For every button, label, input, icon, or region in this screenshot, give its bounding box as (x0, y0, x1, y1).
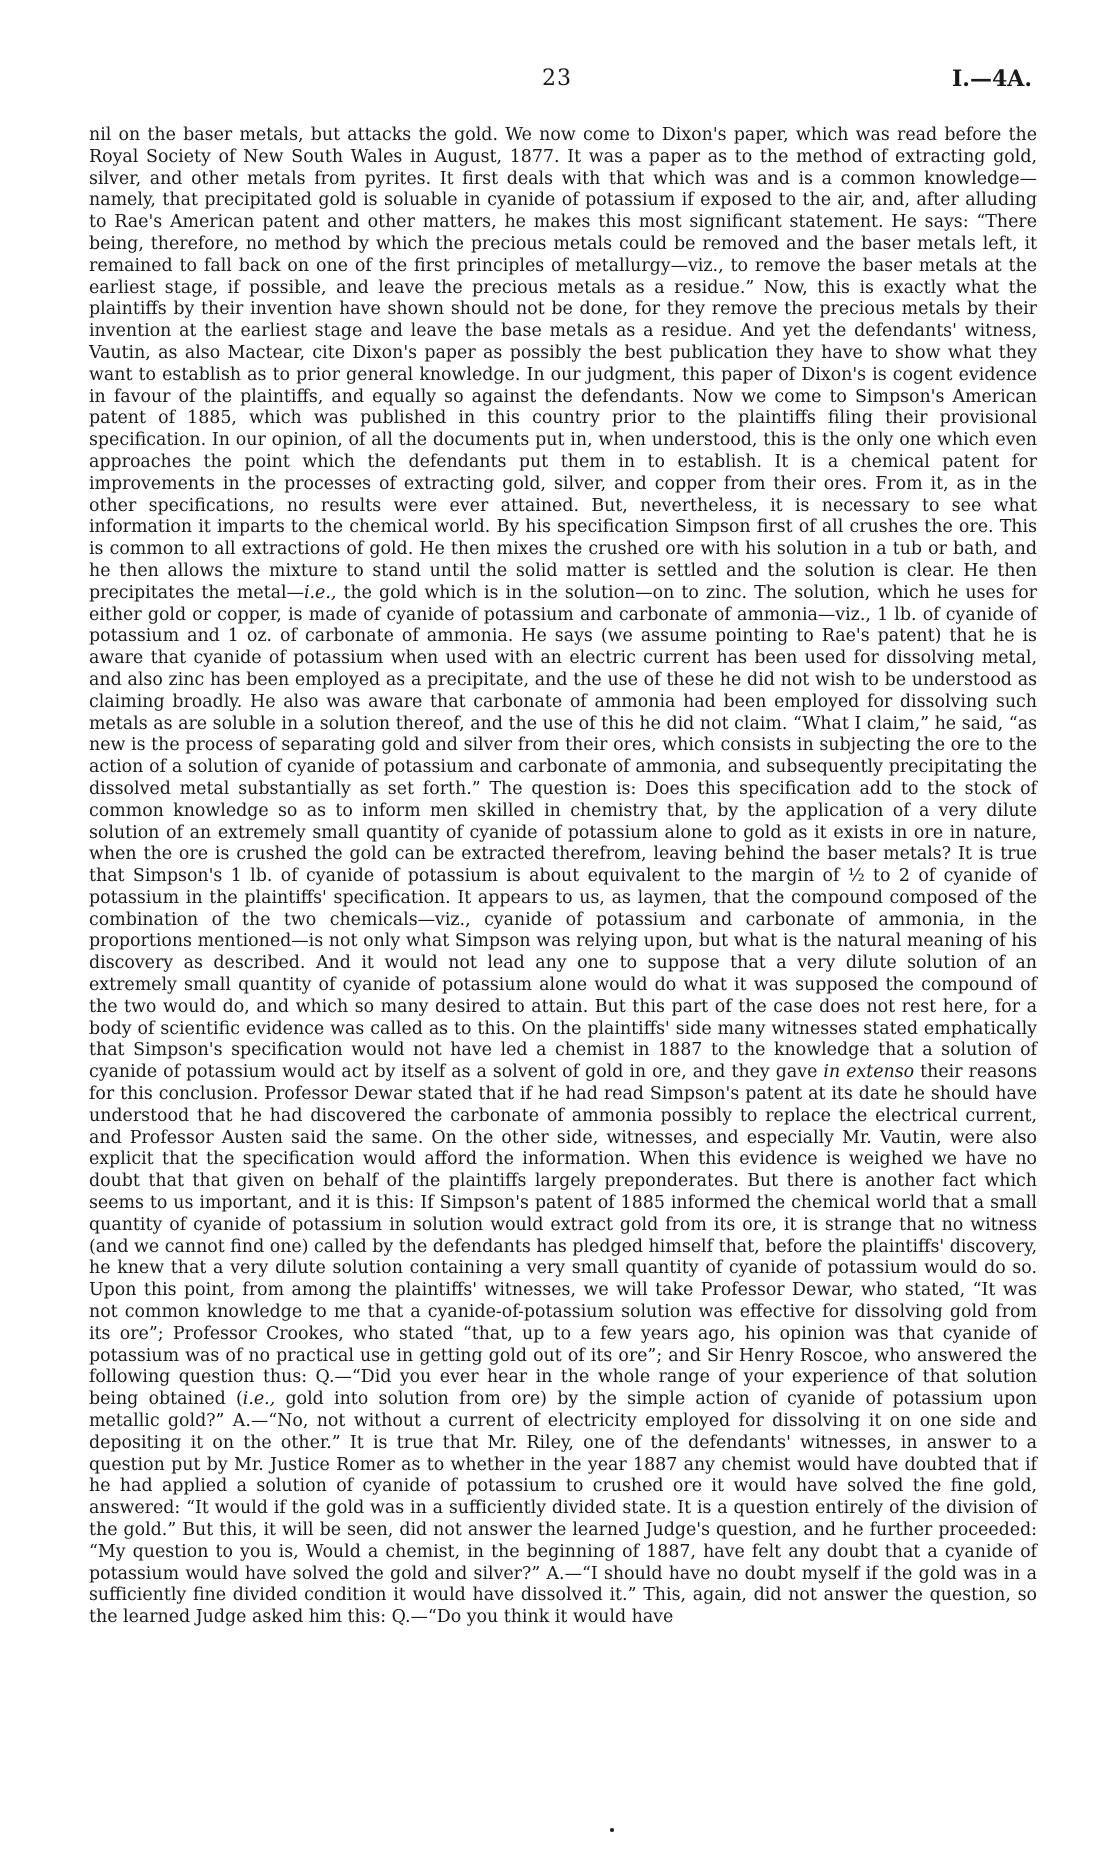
body-paragraph (89, 125, 1037, 1629)
text-segment: their reasons for this conclusion. Professor Dewar stated that if he had read Simpson's patent at its date he should have understood that he had discovered the carbonate of ammonia possibly to replace the electrical current, and Professor Austen said the same. On the other side, witnesses, and especially Mr. Vautin, were also explicit that the specification would afford the information. When this evidence is weighed we have no doubt that that given on behalf of the plaintiffs largely preponderates. But there is another fact which seems to us important, and it is this: If Simpson's patent of 1885 informed the chemical world that a small quantity of cyanide of potassium in solution would extract gold from its ore, it is strange that no witness (and we cannot find one) called by the defendants has pledged himself that, before the plaintiffs' discovery, he knew that a very dilute solution containing a very small quantity of cyanide of potassium would do so. Upon this point, from among the plaintiffs' witnesses, we will take Professor Dewar, who stated, “It was not common knowledge to me that a cyanide-of-potassium solution was effective for dissolving gold from its ore”; Professor Crookes, who stated “that, up to a few years ago, his opinion was that cyanide of potassium was of no practical use in getting gold out of its ore”; and Sir Henry Roscoe, who answered the following question thus: Q.—“Did you ever hear in the whole range of your experience of that solution being obtained ( (89, 1062, 1038, 1410)
footer-dot (610, 1828, 614, 1832)
italic-phrase-in-extenso: in extenso (823, 1062, 915, 1083)
italic-abbreviation-ie: i.e., (242, 1389, 276, 1410)
page-number: 23 (542, 66, 572, 91)
text-segment: nil on the baser metals, but attacks the gold. We now come to Dixon's paper, which was read before the Royal Society of New South Wales in August, 1877. It was a paper as to the method of extracting gold, silver, and other metals from pyrites. It first deals with that which was and is a common knowledge—namely, that precipitated gold is soluable in cyanide of potassium if exposed to the air, and, after alluding to Rae's American patent and other matters, he makes this most significant statement. He says: “There being, therefore, no method by which the precious metals could be removed and the baser metals left, it remained to fall back on one of the first principles of metallurgy—viz., to remove the baser metals at the earliest stage, if possible, and leave the precious metals as a residue.” Now, this is exactly what the plaintiffs by their invention have shown should not be done, for they remove the precious metals by their invention at the earliest stage and leave the base metals as a residue. And yet the defendants' witness, Vautin, as also Mactear, cite Dixon's paper as possibly the best publication they have to show what they want to establish as to prior general knowledge. In our judgment, this paper of Dixon's is cogent evidence in favour of the plaintiffs, and equally so against the defendants. Now we come to Simpson's American patent of 1885, which was published in this country prior to the plaintiffs filing their provisional specification. In our opinion, of all the documents put in, when understood, this is the only one which even approaches the point which the defendants put them in to establish. It is a chemical patent for improvements in the processes of extracting gold, silver, and copper from their ores. From it, as in the other specifications, no results were ever attained. But, nevertheless, it is necessary to see what information it imparts to the chemical world. By his specification Simpson first of all crushes the ore. This is common to all extractions of gold. He then mixes the crushed ore with his solution in a tub or bath, and he then allows the mixture to stand until the solid matter is settled and the solution is clear. He then precipitates the metal— (89, 125, 1037, 603)
text-segment: gold into solution from ore) by the simple action of cyanide of potassium upon metallic gold?” A.—“No, not without a current of electricity employed for dissolving it on one side and depositing it on the other.” It is true that Mr. Riley, one of the defendants' witnesses, in answer to a question put by Mr. Justice Romer as to whether in the year 1887 any chemist would have doubted that if he had applied a solution of cyanide of potassium to crushed ore it would have solved the fine gold, answered: “It would if the gold was in a sufficiently divided state. It is a question entirely of the division of the gold.” But this, it will be seen, did not answer the learned Judge's question, and he further proceeded: “My question to you is, Would a chemist, in the beginning of 1887, have felt any doubt that a cyanide of potassium would have solved the gold and silver?” A.—“I should have no doubt myself if the gold was in a sufficiently fine divided condition it would have dissolved it.” This, again, did not answer the question, so the learned Judge asked him this: Q.—“Do you think it would have (89, 1389, 1037, 1628)
page-header (0, 66, 1114, 96)
italic-abbreviation-ie: i.e., (303, 582, 337, 603)
document-reference: I.—4A. (952, 66, 1032, 92)
text-segment: the gold which is in the solution—on to zinc. The solution, which he uses for either gold or copper, is made of cyanide of potassium and carbonate of ammonia—viz., 1 lb. of cyanide of potassium and 1 oz. of carbonate of ammonia. He says (we assume pointing to Rae's patent) that he is aware that cyanide of potassium when used with an electric current has been used for dissolving metal, and also zinc has been employed as a precipitate, and the use of these he did not wish to be understood as claiming broadly. He also was aware that carbonate of ammonia had been employed for dissolving such metals as are soluble in a solution thereof, and the use of this he did not claim. “What I claim,” he said, “as new is the process of separating gold and silver from their ores, which consists in subjecting the ore to the action of a solution of cyanide of potassium and carbonate of ammonia, and subsequently precipitating the dissolved metal substantially as set forth.” The question is: Does this specification add to the stock of common knowledge so as to inform men skilled in chemistry that, by the application of a very dilute solution of an extremely small quantity of cyanide of potassium alone to gold as it exists in ore in nature, when the ore is crushed the gold can be extracted therefrom, leaving behind the baser metals? It is true that Simpson's 1 lb. of cyanide of potassium is about equivalent to the margin of ½ to 2 of cyanide of potassium in the plaintiffs' specification. It appears to us, as laymen, that the compound composed of the combination of the two chemicals—viz., cyanide of potassium and carbonate of ammonia, in the proportions mentioned—is not only what Simpson was relying upon, but what is the natural meaning of his discovery as described. And it would not lead any one to suppose that a very dilute solution of an extremely small quantity of cyanide of potassium alone would do what it was supposed the compound of the two would do, and which so many desired to attain. But this part of the case does not rest here, for a body of scientific evidence was called as to this. On the plaintiffs' side many witnesses stated emphatically that Simpson's specification would not have led a chemist in 1887 to the knowledge that a solution of cyanide of potassium would act by itself as a solvent of gold in ore, and they gave (89, 582, 1037, 1083)
